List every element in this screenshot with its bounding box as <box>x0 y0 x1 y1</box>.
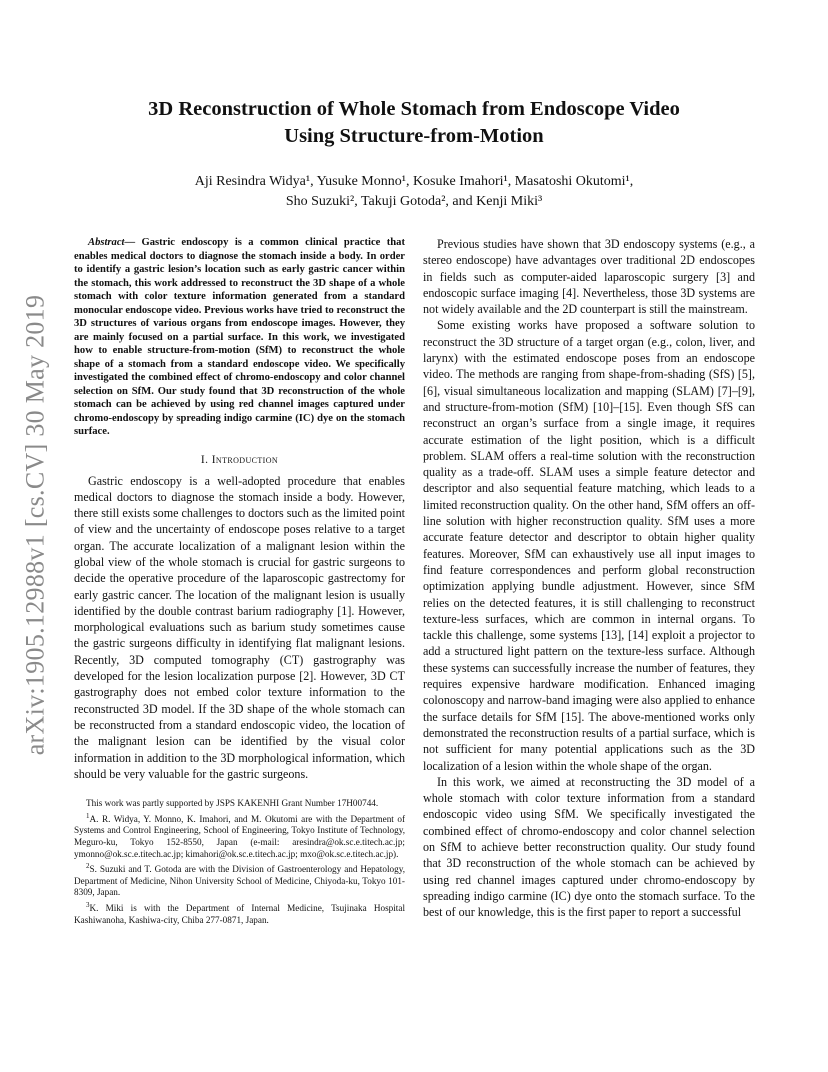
authors-line-2: Sho Suzuki², Takuji Gotoda², and Kenji Miki³ <box>285 194 543 209</box>
footnote-affiliation-2 <box>74 861 405 899</box>
abstract <box>74 236 405 439</box>
arxiv-identifier: arXiv:1905.12988v1 [cs.CV] 30 May 2019 <box>20 294 50 756</box>
authors-line-1: Aji Resindra Widya¹, Yusuke Monno¹, Kosuke Imahori¹, Masatoshi Okutomi¹, <box>194 174 634 189</box>
footnote-mark-3: 3 <box>86 901 90 910</box>
footnote-affiliation-3 <box>74 900 405 926</box>
paper-title <box>80 96 748 150</box>
intro-paragraph-4: In this work, we aimed at reconstructing the 3D model of a whole stomach with color texture information from a standard endoscopic video using SfM. We specifically investigated the combined effect of chromo-endoscopy and color channel selection on SfM to achieve better reconstruction quality. Our study found that 3D reconstruction of the whole stomach can be achieved by using red channel images captured under chromo-endoscopy by spreading indigo carmine (IC) dye onto the stomach surface. To the best of our knowledge, this is the first paper to report a successful <box>423 774 755 920</box>
footnote-affiliation-1 <box>74 811 405 860</box>
intro-paragraph-3: Some existing works have proposed a software solution to reconstruct the 3D structure of a target organ (e.g., colon, liver, and larynx) with the estimated endoscope poses from an endoscope video. The methods are ranging from shape-from-shading (SfS) [5], [6], visual simultaneous localization and mapping (SLAM) [7]–[9], and structure-from-motion (SfM) [10]–[15]. Even though SfS can reconstruct an organ’s surface from a single image, it requires accurate estimation of the light position, which is a difficult problem. SLAM offers a real-time solution with the reconstruction quality as a trade-off. SLAM uses a simple feature detector and descriptor and also sequential feature matching, which leads to a limited reconstruction quality. On the other hand, SfM offers an off-line solution with higher reconstruction quality. SfM uses a more accurate feature detector and descriptor to obtain higher quality features. Moreover, SfM can exhaustively use all input images to find feature correspondences and perform global reconstruction optimization applying bundle adjustment. However, since SfM relies on the detected features, it is still challenging to reconstruct texture-less surfaces, which are common in internal organs. To tackle this challenge, some systems [13], [14] exploit a projector to add a structured light pattern on the texture-less surface. Although these systems can successfully increase the number of features, they requires expensive hardware modification. Enhanced imaging colonoscopy and narrow-band imaging were also applied to enhance the surface details for SfM [15]. The above-mentioned works only demonstrated the reconstruction results of a partial surface, which is not sufficient for many potential applications such as the 3D localization of a lesion within the whole shape of the organ. <box>423 318 755 773</box>
arxiv-stamp <box>22 280 48 770</box>
footnote-text-3: K. Miki is with the Department of Internal Medicine, Tsujinaka Hospital Kashiwanoha, Kashiwa-city, Chiba 277-0871, Japan. <box>74 903 405 925</box>
section-number: I. <box>200 453 212 466</box>
footnote-text-2: S. Suzuki and T. Gotoda are with the Division of Gastroenterology and Hepatology, Department of Medicine, Nihon University School of Medicine, Chiyoda-ku, Tokyo 101-8309, Japan. <box>74 864 405 898</box>
abstract-text: — Gastric endoscopy is a common clinical practice that enables medical doctors to diagnose the stomach inside a body. In order to identify a gastric lesion’s location such as early gastric cancer within the stomach, this work addressed to reconstruct the 3D shape of a whole stomach with color texture information generated from a standard monocular endoscope video. Previous works have tried to reconstruct the 3D structures of various organs from endoscope images. However, they are mainly focused on a partial surface. In this work, we investigated how to enable structure-from-motion (SfM) to reconstruct the whole shape of a stomach from a standard endoscope video. We specifically investigated the combined effect of chromo-endoscopy and color channel selection on SfM. Our study found that 3D reconstruction of the whole stomach can be achieved by using red channel images captured under chromo-endoscopy by spreading indigo carmine (IC) dye on the stomach surface. <box>74 237 405 437</box>
right-column <box>423 236 755 920</box>
footnotes <box>74 798 405 926</box>
title-line-1: 3D Reconstruction of Whole Stomach from Endoscope Video <box>148 98 680 120</box>
abstract-label: Abstract <box>88 237 125 248</box>
footnote-text-1: A. R. Widya, Y. Monno, K. Imahori, and M. Okutomi are with the Department of Systems and Control Engineering, School of Engineering, Tokyo Institute of Technology, Meguro-ku, Tokyo 152-8550, Japan (e-mail: aresindra@ok.sc.e.titech.ac.jp; ymonno@ok.sc.e.titech.ac.jp; kimahori@ok.sc.e.titech.ac.jp; mxo@ok.sc.e.titech.ac.jp). <box>74 813 405 859</box>
intro-paragraph-2: Previous studies have shown that 3D endoscopy systems (e.g., a stereo endoscope) have advantages over traditional 2D endoscopes in fields such as computer-aided laparoscopic surgery [3] and endoscopic surface imaging [4]. Nevertheless, those 3D systems are not widely available and the 2D counterpart is still the mainstream. <box>423 237 755 317</box>
section-title: Introduction <box>211 453 279 466</box>
author-list <box>80 172 748 212</box>
intro-paragraph-1: Gastric endoscopy is a well-adopted procedure that enables medical doctors to diagnose the stomach inside a body. However, there still exists some challenges to doctors such as the limited point of view and the uncertainty of endoscope poses relative to a target organ. The accurate localization of a malignant lesion within the global view of the whole stomach is crucial for gastric surgeons to decide the operative procedure of the laparoscopic gastrectomy for early gastric cancer. The location of the malignant lesion is usually identified by the double contrast barium radiography [1]. However, morphological evaluations such as barium study sometimes cause the gastric surgeons difficulty in identifying flat malignant lesions. Recently, 3D computed tomography (CT) gastrography was developed for the lesion localization purpose [2]. However, 3D CT gastrography does not embed color texture information to the reconstructed 3D model. If the 3D shape of the whole stomach can be reconstructed from a standard endoscopic video, the location of the malignant lesion can be identified by the visual color information in addition to the 3D morphological information, which should be very valuable for the gastric surgeons. <box>74 473 405 781</box>
title-line-2: Using Structure-from-Motion <box>284 125 544 147</box>
section-heading-introduction <box>74 453 405 467</box>
footnote-mark-1: 1 <box>86 811 90 820</box>
footnote-mark-2: 2 <box>86 862 90 871</box>
footnote-funding: This work was partly supported by JSPS KAKENHI Grant Number 17H00744. <box>86 798 379 809</box>
left-column <box>74 236 405 927</box>
